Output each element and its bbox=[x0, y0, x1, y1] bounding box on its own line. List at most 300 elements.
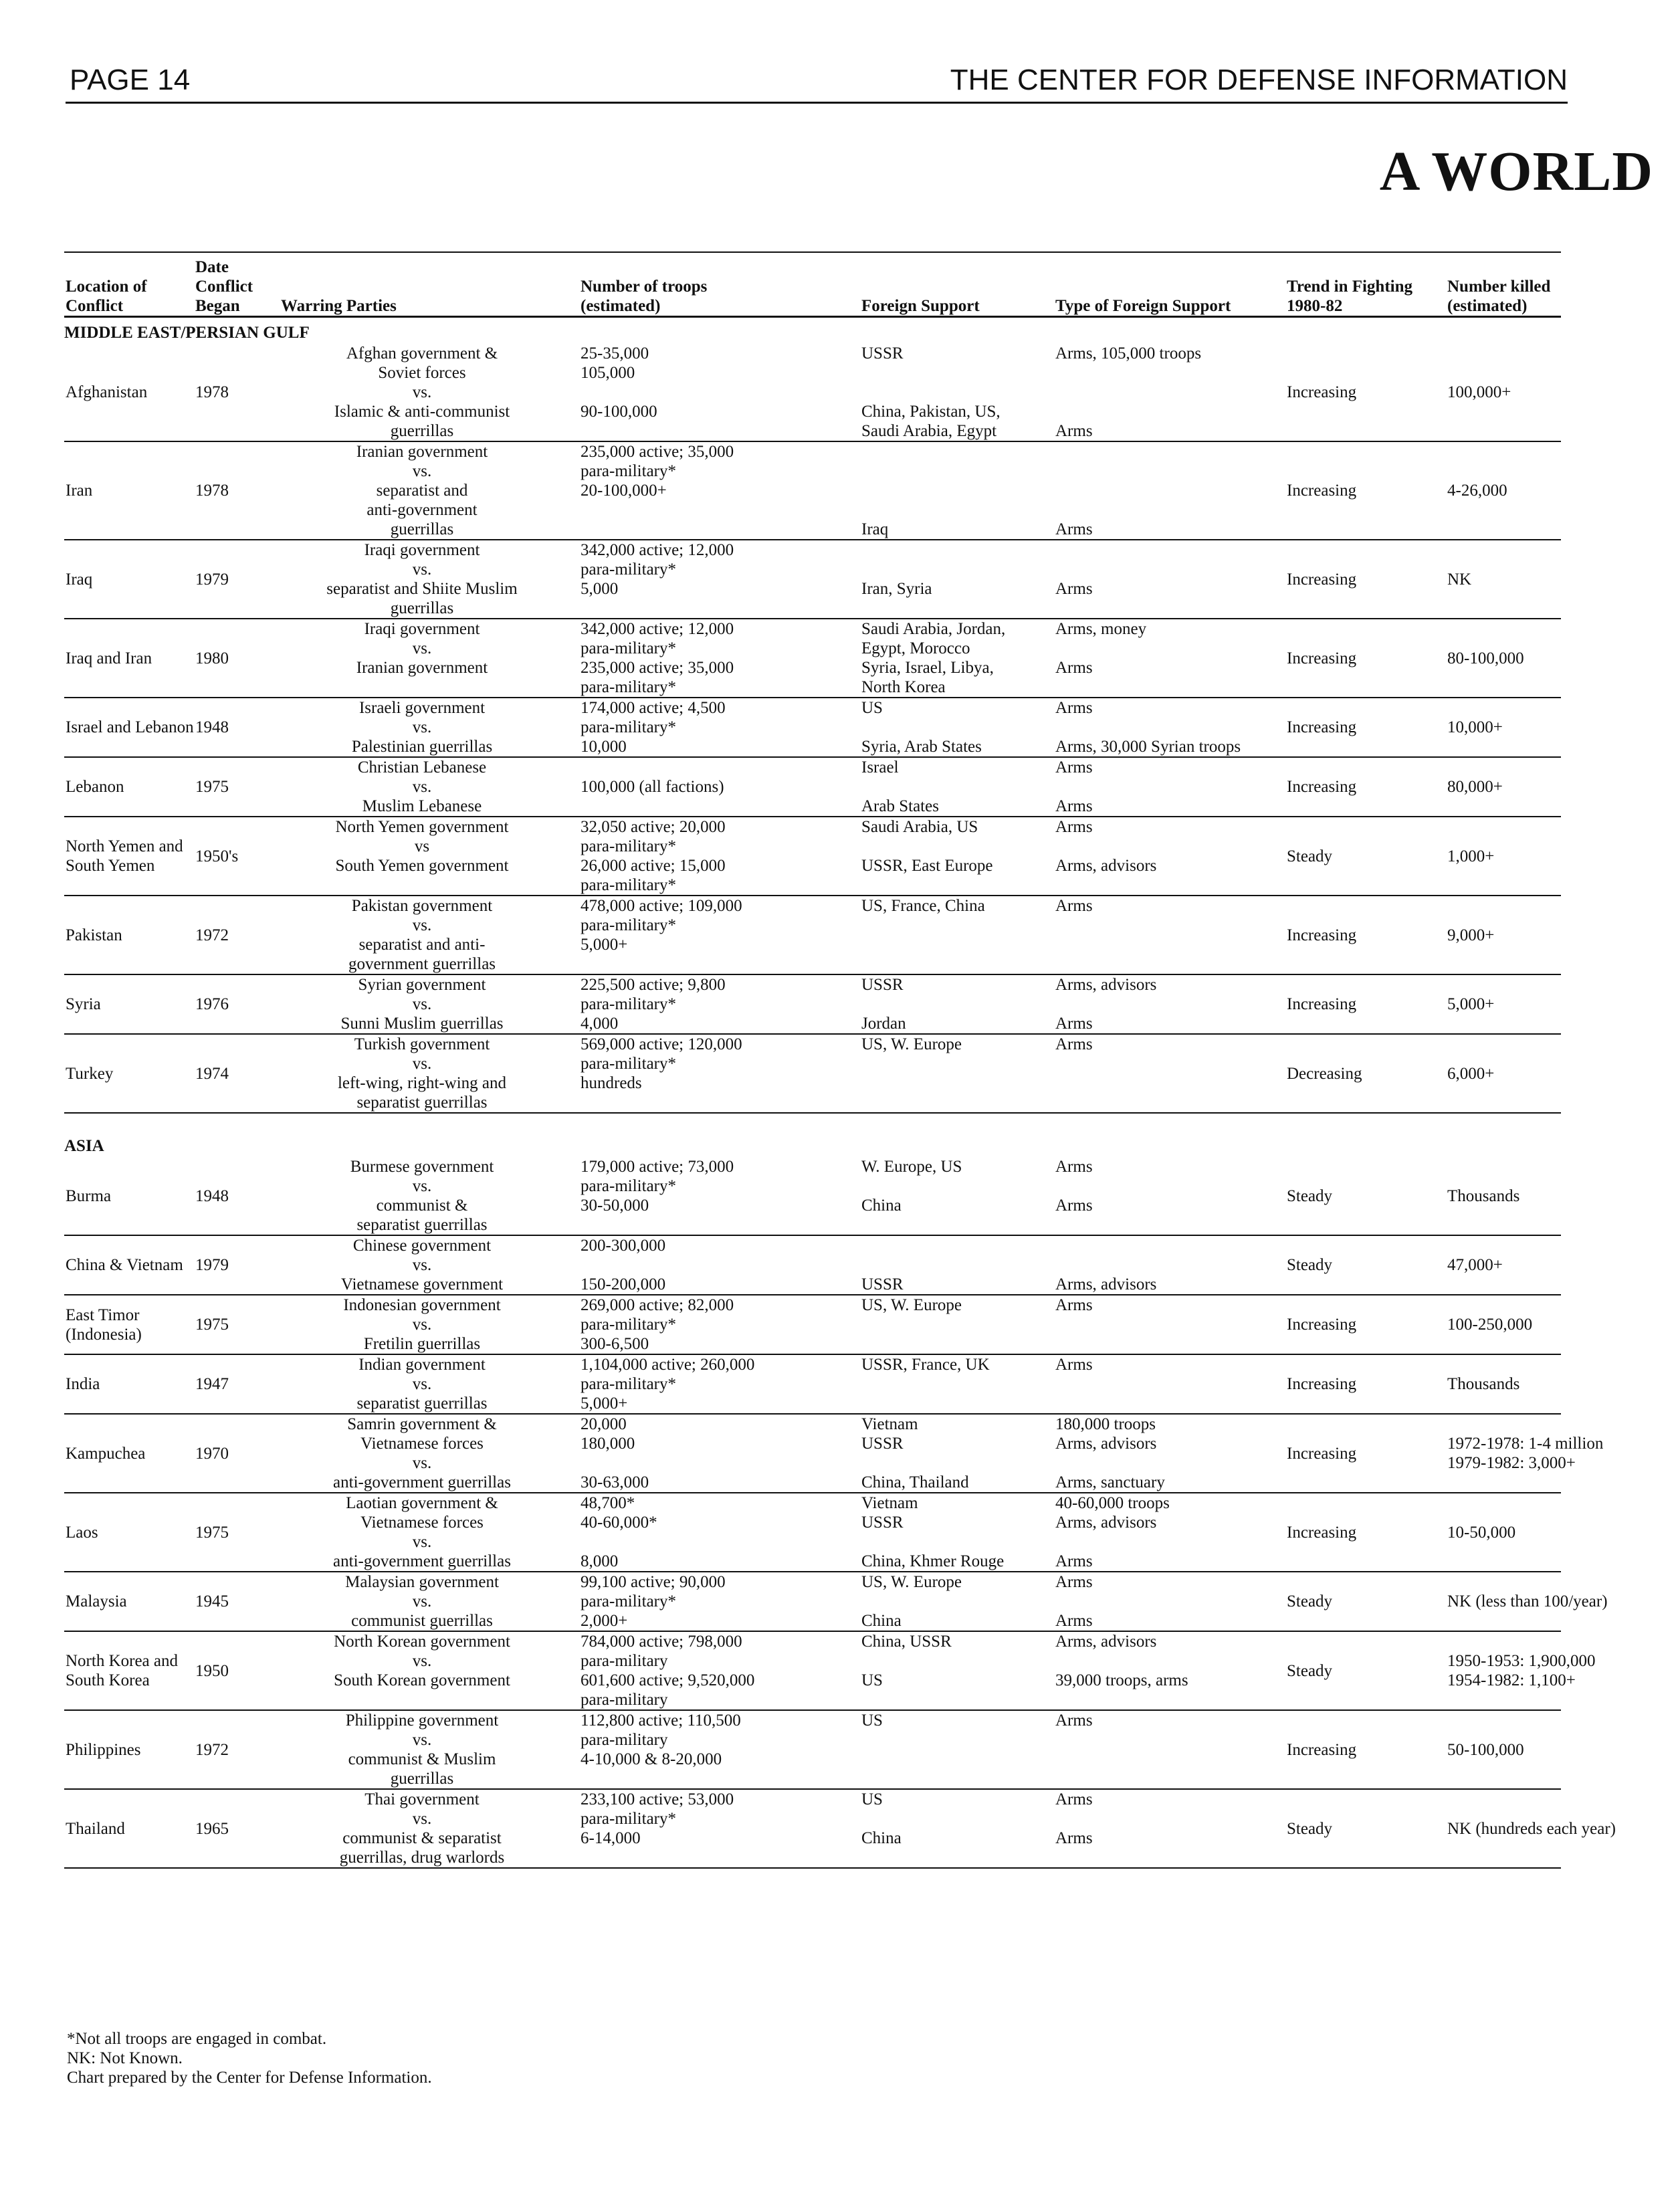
killed-estimate: NK (hundreds each year) bbox=[1447, 1819, 1616, 1838]
fighting-trend: Increasing bbox=[1287, 1375, 1357, 1393]
conflict-location: Philippines bbox=[66, 1740, 141, 1759]
table-row bbox=[64, 442, 1561, 540]
warring-party: Soviet forces bbox=[378, 364, 466, 382]
fighting-trend: Increasing bbox=[1287, 383, 1357, 401]
killed-estimate: 50-100,000 bbox=[1447, 1740, 1524, 1759]
foreign-supporter bbox=[861, 1073, 1055, 1093]
troop-count: 32,050 active; 20,000 bbox=[581, 818, 726, 836]
troop-numbers bbox=[572, 1295, 861, 1354]
support-type-item: Arms, advisors bbox=[1055, 1633, 1157, 1651]
killed-estimate: 1979-1982: 3,000+ bbox=[1447, 1454, 1576, 1472]
warring-parties bbox=[272, 619, 572, 697]
warring-party: vs. bbox=[412, 383, 432, 401]
foreign-support bbox=[861, 1790, 1055, 1867]
conflict-date: 1947 bbox=[195, 1375, 229, 1393]
warring-party: vs. bbox=[412, 1592, 432, 1610]
warring-party: anti-government guerrillas bbox=[333, 1552, 511, 1570]
support-type-item: Arms bbox=[1055, 818, 1093, 836]
fighting-trend: Increasing bbox=[1287, 1740, 1357, 1759]
troop-count: 2,000+ bbox=[581, 1612, 628, 1630]
conflict-location: Afghanistan bbox=[66, 383, 148, 401]
col-location-header: Location of Conflict bbox=[66, 278, 147, 315]
support-type-item: Arms bbox=[1055, 520, 1093, 538]
troop-numbers bbox=[572, 344, 861, 441]
conflict-location: North Korea and South Korea bbox=[66, 1652, 178, 1689]
support-type-item: Arms bbox=[1055, 1158, 1093, 1176]
warring-parties bbox=[272, 1035, 572, 1112]
number-killed bbox=[1447, 1374, 1648, 1394]
support-type-item bbox=[1055, 1651, 1287, 1671]
troop-numbers bbox=[572, 619, 861, 697]
warring-parties bbox=[272, 442, 572, 539]
foreign-supporter: China, Thailand bbox=[861, 1473, 969, 1491]
conflict-date: 1975 bbox=[195, 1523, 229, 1542]
foreign-supporter bbox=[861, 560, 1055, 579]
support-type-item bbox=[1055, 1532, 1287, 1552]
support-type-item bbox=[1055, 1236, 1287, 1255]
conflict-date: 1976 bbox=[195, 995, 229, 1013]
warring-party: communist guerrillas bbox=[351, 1612, 493, 1630]
support-type-item bbox=[1055, 363, 1287, 383]
warring-party: Indonesian government bbox=[343, 1296, 501, 1314]
conflict-date: 1972 bbox=[195, 1740, 229, 1759]
warring-party: separatist and anti- bbox=[358, 936, 486, 954]
troop-numbers bbox=[572, 1035, 861, 1112]
conflict-date: 1978 bbox=[195, 482, 229, 500]
killed-estimate: Thousands bbox=[1447, 1375, 1520, 1393]
support-type-item: Arms, sanctuary bbox=[1055, 1473, 1165, 1491]
troop-numbers bbox=[572, 1572, 861, 1631]
conflict-location: Iraq and Iran bbox=[66, 649, 152, 667]
warring-parties bbox=[272, 817, 572, 895]
troop-count: 112,800 active; 110,500 bbox=[581, 1711, 741, 1730]
support-type bbox=[1055, 975, 1287, 1033]
warring-party: South Korean government bbox=[334, 1671, 510, 1689]
troop-count: 4-10,000 & 8-20,000 bbox=[581, 1750, 722, 1768]
warring-party: vs. bbox=[412, 1316, 432, 1334]
troop-count: 40-60,000* bbox=[581, 1514, 657, 1532]
warring-party: Vietnamese government bbox=[340, 1275, 504, 1293]
troop-numbers bbox=[572, 1632, 861, 1709]
fighting-trend: Increasing bbox=[1287, 1316, 1357, 1334]
conflict-location: Kampuchea bbox=[66, 1444, 146, 1463]
fighting-trend: Increasing bbox=[1287, 482, 1357, 500]
foreign-supporter bbox=[861, 1236, 1055, 1255]
footnote-credit: Chart prepared by the Center for Defense Information. bbox=[67, 2069, 432, 2087]
troop-count: 233,100 active; 53,000 bbox=[581, 1790, 734, 1808]
support-type-item bbox=[1055, 1374, 1287, 1394]
support-type-item bbox=[1055, 718, 1287, 737]
warring-party: communist & Muslim bbox=[348, 1750, 496, 1768]
warring-party: Iraqi government bbox=[364, 541, 480, 559]
fighting-trend: Steady bbox=[1287, 1256, 1333, 1274]
foreign-supporter bbox=[861, 1215, 1055, 1235]
foreign-supporter: W. Europe, US bbox=[861, 1158, 962, 1176]
foreign-supporter: North Korea bbox=[861, 678, 946, 696]
conflict-location: Iraq bbox=[66, 570, 93, 589]
troop-count: para-military* bbox=[581, 560, 676, 579]
fighting-trend: Increasing bbox=[1287, 570, 1357, 589]
warring-party: anti-government guerrillas bbox=[333, 1473, 511, 1491]
support-type-item bbox=[1055, 383, 1287, 402]
troop-numbers bbox=[572, 896, 861, 974]
table-body bbox=[64, 318, 1616, 1869]
foreign-supporter: Vietnam bbox=[861, 1415, 918, 1433]
killed-estimate: 10,000+ bbox=[1447, 718, 1503, 736]
support-type bbox=[1055, 1632, 1287, 1709]
warring-party: guerrillas bbox=[390, 422, 454, 440]
conflict-location: Lebanon bbox=[66, 778, 124, 796]
troop-count: 150-200,000 bbox=[581, 1275, 666, 1293]
foreign-supporter bbox=[861, 1809, 1055, 1829]
warring-party: Chinese government bbox=[352, 1237, 492, 1255]
support-type bbox=[1055, 1295, 1287, 1354]
killed-estimate: 100,000+ bbox=[1447, 383, 1511, 401]
warring-party: vs. bbox=[412, 995, 432, 1013]
troop-numbers bbox=[572, 1711, 861, 1788]
support-type bbox=[1055, 344, 1287, 441]
conflict-date: 1970 bbox=[195, 1444, 229, 1463]
troop-count bbox=[581, 1215, 861, 1235]
foreign-supporter: Saudi Arabia, Jordan, bbox=[861, 620, 1006, 638]
warring-party: vs. bbox=[412, 1652, 432, 1670]
foreign-supporter bbox=[861, 500, 1055, 520]
number-killed bbox=[1447, 1592, 1648, 1611]
support-type-item bbox=[1055, 935, 1287, 954]
warring-party: Vietnamese forces bbox=[360, 1514, 484, 1532]
support-type-item bbox=[1055, 540, 1287, 560]
warring-party: vs. bbox=[412, 462, 432, 480]
support-type-item bbox=[1055, 777, 1287, 797]
troop-count: 105,000 bbox=[581, 364, 635, 382]
troop-count bbox=[581, 520, 861, 539]
conflict-date: 1950's bbox=[195, 847, 239, 865]
conflict-location: Thailand bbox=[66, 1819, 125, 1838]
foreign-supporter bbox=[861, 916, 1055, 935]
conflict-date: 1974 bbox=[195, 1064, 229, 1083]
table-row bbox=[64, 1157, 1561, 1236]
support-type-item bbox=[1055, 599, 1287, 618]
table-row bbox=[64, 1572, 1608, 1632]
support-type bbox=[1055, 1157, 1287, 1235]
warring-parties bbox=[272, 540, 572, 618]
support-type-item bbox=[1055, 1809, 1287, 1829]
troop-count bbox=[581, 1093, 861, 1112]
table-row bbox=[64, 1295, 1561, 1355]
foreign-supporter bbox=[861, 363, 1055, 383]
troop-count: para-military* bbox=[581, 1177, 676, 1195]
support-type-item bbox=[1055, 1176, 1287, 1196]
foreign-supporter: US, France, China bbox=[861, 897, 985, 915]
support-type-item bbox=[1055, 1848, 1287, 1867]
troop-count: para-military* bbox=[581, 837, 676, 855]
foreign-supporter: Vietnam bbox=[861, 1494, 918, 1512]
support-type bbox=[1055, 1572, 1287, 1631]
foreign-supporter bbox=[861, 1054, 1055, 1073]
troop-count: para-military* bbox=[581, 1592, 676, 1610]
support-type-item bbox=[1055, 1453, 1287, 1473]
conflict-date: 1972 bbox=[195, 926, 229, 944]
support-type-item: Arms bbox=[1055, 758, 1093, 776]
table-row bbox=[64, 619, 1561, 698]
warring-parties bbox=[272, 1355, 572, 1413]
table-row bbox=[64, 1790, 1616, 1869]
warring-party: South Yemen government bbox=[335, 857, 509, 875]
foreign-supporter bbox=[861, 1334, 1055, 1354]
troop-count: 235,000 active; 35,000 bbox=[581, 443, 734, 461]
troop-count: 342,000 active; 12,000 bbox=[581, 620, 734, 638]
support-type-item: Arms bbox=[1055, 797, 1093, 815]
support-type-item bbox=[1055, 875, 1287, 895]
foreign-support bbox=[861, 896, 1055, 974]
killed-estimate: 1,000+ bbox=[1447, 847, 1495, 865]
foreign-supporter: USSR bbox=[861, 1435, 904, 1453]
warring-party: vs. bbox=[412, 916, 432, 934]
warring-party: vs. bbox=[412, 718, 432, 736]
support-type-item: Arms bbox=[1055, 1035, 1093, 1053]
warring-party: guerrillas, drug warlords bbox=[339, 1849, 505, 1867]
support-type-item bbox=[1055, 402, 1287, 421]
warring-party: Syrian government bbox=[358, 976, 486, 994]
support-type-item: Arms, money bbox=[1055, 620, 1147, 638]
conflict-date: 1978 bbox=[195, 383, 229, 401]
support-type-item bbox=[1055, 442, 1287, 461]
foreign-supporter bbox=[861, 777, 1055, 797]
troop-count bbox=[581, 758, 861, 777]
support-type-item bbox=[1055, 1255, 1287, 1275]
troop-count: para-military* bbox=[581, 462, 676, 480]
troop-numbers bbox=[572, 758, 861, 816]
table-row bbox=[64, 1632, 1596, 1711]
support-type bbox=[1055, 896, 1287, 974]
warring-parties bbox=[272, 1632, 572, 1709]
warring-party: vs. bbox=[412, 1533, 432, 1551]
troop-count: 5,000 bbox=[581, 580, 619, 598]
troop-numbers bbox=[572, 975, 861, 1033]
warring-party: Muslim Lebanese bbox=[362, 797, 482, 815]
conflict-location: East Timor (Indonesia) bbox=[66, 1306, 142, 1344]
foreign-supporter: China, Pakistan, US, bbox=[861, 403, 1001, 421]
troop-count: 235,000 active; 35,000 bbox=[581, 659, 734, 677]
support-type-item bbox=[1055, 461, 1287, 481]
foreign-supporter bbox=[861, 1730, 1055, 1750]
warring-party: Sunni Muslim guerrillas bbox=[340, 1015, 504, 1033]
foreign-supporter: China, USSR bbox=[861, 1633, 952, 1651]
warring-party: vs. bbox=[412, 778, 432, 796]
foreign-supporter: Jordan bbox=[861, 1015, 906, 1033]
troop-count: 179,000 active; 73,000 bbox=[581, 1158, 734, 1176]
killed-estimate: 100-250,000 bbox=[1447, 1316, 1533, 1334]
number-killed bbox=[1447, 1740, 1648, 1760]
publication-name: THE CENTER FOR DEFENSE INFORMATION bbox=[950, 64, 1568, 96]
support-type bbox=[1055, 619, 1287, 697]
number-killed bbox=[1447, 1186, 1648, 1206]
support-type-item: Arms, advisors bbox=[1055, 857, 1157, 875]
table-row bbox=[64, 1711, 1561, 1790]
fighting-trend: Decreasing bbox=[1287, 1064, 1362, 1083]
fighting-trend: Increasing bbox=[1287, 1444, 1357, 1463]
foreign-support bbox=[861, 817, 1055, 895]
foreign-support bbox=[861, 442, 1055, 539]
col-killed-header: Number killed (estimated) bbox=[1447, 278, 1551, 315]
troop-count: 784,000 active; 798,000 bbox=[581, 1633, 742, 1651]
warring-party: separatist and bbox=[376, 482, 468, 500]
troop-numbers bbox=[572, 698, 861, 756]
troop-count bbox=[581, 599, 861, 618]
table-header bbox=[64, 251, 1561, 318]
troop-count: 100,000 (all factions) bbox=[581, 778, 724, 796]
troop-count: 4,000 bbox=[581, 1015, 619, 1033]
support-type bbox=[1055, 1415, 1287, 1492]
foreign-supporter bbox=[861, 481, 1055, 500]
support-type-item: Arms bbox=[1055, 422, 1093, 440]
troop-count bbox=[581, 1255, 861, 1275]
foreign-support bbox=[861, 344, 1055, 441]
support-type-item bbox=[1055, 1750, 1287, 1769]
troop-count: para-military* bbox=[581, 995, 676, 1013]
foreign-supporter bbox=[861, 540, 1055, 560]
foreign-support bbox=[861, 1035, 1055, 1112]
foreign-supporter: USSR bbox=[861, 344, 904, 362]
warring-party bbox=[272, 875, 572, 895]
support-type bbox=[1055, 1355, 1287, 1413]
table-row bbox=[64, 1355, 1561, 1415]
troop-count: 30-50,000 bbox=[581, 1196, 649, 1215]
troop-count: para-military bbox=[581, 1691, 668, 1709]
support-type-item bbox=[1055, 500, 1287, 520]
warring-party: North Korean government bbox=[334, 1633, 510, 1651]
foreign-supporter bbox=[861, 1532, 1055, 1552]
warring-party: Philippine government bbox=[345, 1711, 499, 1730]
support-type-item bbox=[1055, 481, 1287, 500]
support-type-item bbox=[1055, 560, 1287, 579]
foreign-supporter: China bbox=[861, 1829, 902, 1847]
col-troops-header: Number of troops (estimated) bbox=[581, 278, 708, 315]
foreign-support bbox=[861, 1415, 1055, 1492]
conflict-date: 1980 bbox=[195, 649, 229, 667]
killed-estimate: 1950-1953: 1,900,000 bbox=[1447, 1652, 1596, 1670]
warring-party: North Yemen government bbox=[335, 818, 509, 836]
support-type-item bbox=[1055, 1769, 1287, 1788]
conflict-date: 1948 bbox=[195, 1186, 229, 1205]
support-type bbox=[1055, 1236, 1287, 1294]
warring-party: Palestinian guerrillas bbox=[351, 738, 493, 756]
support-type-item: Arms bbox=[1055, 580, 1093, 598]
conflict-location: China & Vietnam bbox=[66, 1256, 183, 1274]
warring-parties bbox=[272, 896, 572, 974]
warring-party: Burmese government bbox=[350, 1158, 494, 1176]
troop-numbers bbox=[572, 540, 861, 618]
foreign-supporter bbox=[861, 1374, 1055, 1394]
warring-party: anti-government bbox=[366, 501, 478, 519]
foreign-supporter bbox=[861, 599, 1055, 618]
foreign-supporter: Israel bbox=[861, 758, 899, 776]
foreign-supporter: USSR, East Europe bbox=[861, 857, 993, 875]
support-type-item: Arms, advisors bbox=[1055, 976, 1157, 994]
troop-count bbox=[581, 500, 861, 520]
foreign-support bbox=[861, 1157, 1055, 1235]
troop-numbers bbox=[572, 1236, 861, 1294]
support-type bbox=[1055, 817, 1287, 895]
warring-parties bbox=[272, 1236, 572, 1294]
support-type-item: Arms, advisors bbox=[1055, 1435, 1157, 1453]
support-type-item: Arms, 30,000 Syrian troops bbox=[1055, 738, 1241, 756]
warring-party: Christian Lebanese bbox=[357, 758, 487, 776]
killed-estimate: 10-50,000 bbox=[1447, 1523, 1516, 1542]
warring-parties bbox=[272, 1493, 572, 1571]
troop-count: 200-300,000 bbox=[581, 1237, 666, 1255]
troop-count: 342,000 active; 12,000 bbox=[581, 541, 734, 559]
warring-party: Fretilin guerrillas bbox=[363, 1335, 481, 1353]
support-type-item: Arms bbox=[1055, 1356, 1093, 1374]
troop-count: 20,000 bbox=[581, 1415, 627, 1433]
warring-parties bbox=[272, 344, 572, 441]
warring-party: guerrillas bbox=[390, 1770, 454, 1788]
support-type-item: 39,000 troops, arms bbox=[1055, 1671, 1188, 1689]
warring-parties bbox=[272, 975, 572, 1033]
foreign-supporter: Arab States bbox=[861, 797, 939, 815]
troop-count: hundreds bbox=[581, 1074, 642, 1092]
troop-count: para-military* bbox=[581, 1055, 676, 1073]
support-type-item bbox=[1055, 1394, 1287, 1413]
warring-party: separatist guerrillas bbox=[356, 1394, 488, 1413]
conflict-location: Turkey bbox=[66, 1064, 114, 1083]
table-row bbox=[64, 817, 1561, 896]
col-warring-header: Warring Parties bbox=[281, 297, 397, 315]
foreign-supporter: US bbox=[861, 1711, 883, 1730]
foreign-supporter: Egypt, Morocco bbox=[861, 639, 970, 657]
killed-estimate: 80,000+ bbox=[1447, 778, 1503, 796]
foreign-supporter: Iraq bbox=[861, 520, 889, 538]
foreign-supporter: Saudi Arabia, US bbox=[861, 818, 978, 836]
warring-party: Turkish government bbox=[354, 1035, 490, 1053]
killed-estimate: Thousands bbox=[1447, 1186, 1520, 1205]
conflict-date: 1975 bbox=[195, 1316, 229, 1334]
troop-count: 1,104,000 active; 260,000 bbox=[581, 1356, 755, 1374]
foreign-supporter bbox=[861, 461, 1055, 481]
foreign-support bbox=[861, 540, 1055, 618]
fighting-trend: Increasing bbox=[1287, 1523, 1357, 1542]
troop-count: 8,000 bbox=[581, 1552, 619, 1570]
conflict-location: Iran bbox=[66, 482, 93, 500]
conflict-date: 1948 bbox=[195, 718, 229, 736]
troop-numbers bbox=[572, 442, 861, 539]
table-row bbox=[64, 698, 1561, 758]
number-killed bbox=[1447, 1064, 1648, 1083]
section-heading: ASIA bbox=[64, 1137, 104, 1155]
fighting-trend: Increasing bbox=[1287, 778, 1357, 796]
support-type-item: Arms bbox=[1055, 1552, 1093, 1570]
troop-count: 26,000 active; 15,000 bbox=[581, 857, 726, 875]
number-killed bbox=[1447, 718, 1648, 737]
support-type-item: Arms, 105,000 troops bbox=[1055, 344, 1202, 362]
support-type-item: Arms bbox=[1055, 1015, 1093, 1033]
support-type-item bbox=[1055, 916, 1287, 935]
warring-party: Islamic & anti-communist bbox=[334, 403, 510, 421]
support-type-item bbox=[1055, 954, 1287, 974]
foreign-supporter bbox=[861, 442, 1055, 461]
troop-count: 225,500 active; 9,800 bbox=[581, 976, 726, 994]
killed-estimate: 9,000+ bbox=[1447, 926, 1495, 944]
troop-count bbox=[581, 421, 861, 441]
support-type-item: Arms bbox=[1055, 1196, 1093, 1215]
number-killed bbox=[1447, 1434, 1648, 1473]
support-type bbox=[1055, 1493, 1287, 1571]
troop-count: 10,000 bbox=[581, 738, 627, 756]
troop-numbers bbox=[572, 1493, 861, 1571]
foreign-support bbox=[861, 975, 1055, 1033]
support-type bbox=[1055, 442, 1287, 539]
